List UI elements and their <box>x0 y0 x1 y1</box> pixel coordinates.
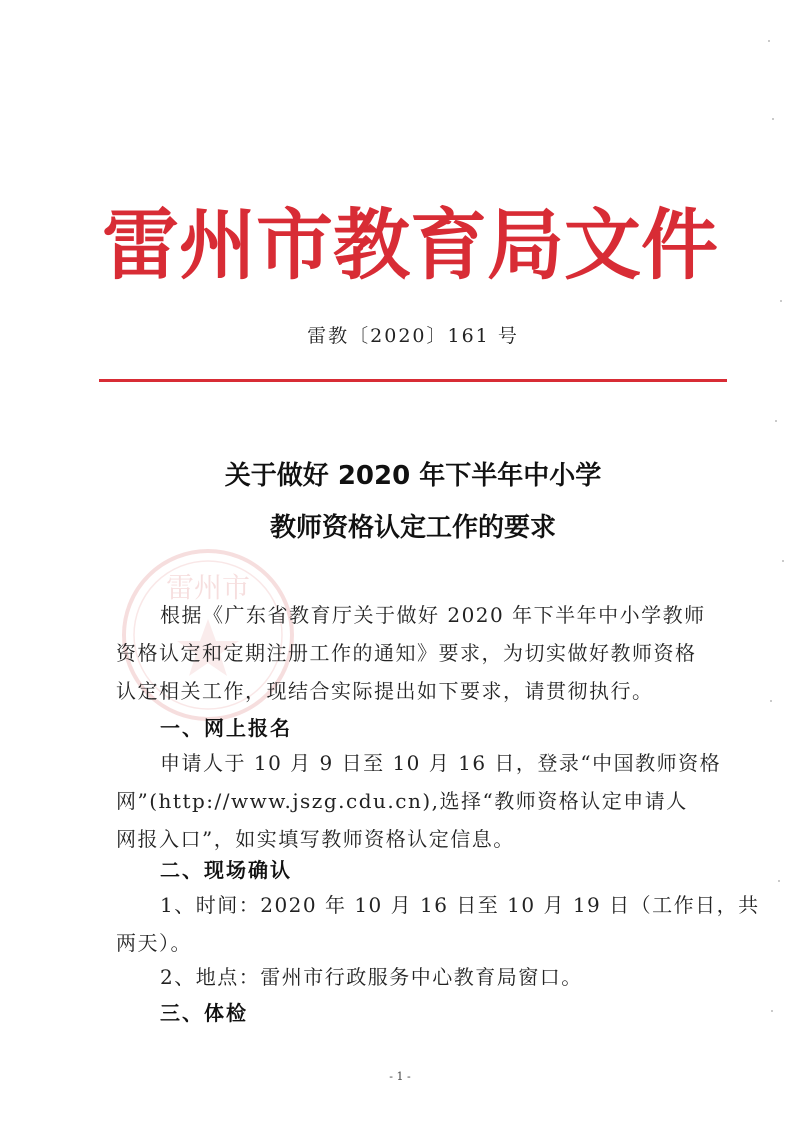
section-1-paragraph <box>116 744 722 858</box>
section-2-item-line: 2、地点：雷州市行政服务中心教育局窗口。 <box>160 965 583 989</box>
section-heading-online-registration: 一、网上报名 <box>160 716 292 740</box>
section-2-item-1 <box>116 886 760 962</box>
section-1-line: 网报入口”，如实填写教师资格认定信息。 <box>116 827 515 851</box>
intro-line: 资格认定和定期注册工作的通知》要求，为切实做好教师资格 <box>116 641 697 665</box>
scan-speck <box>782 560 784 562</box>
scan-speck <box>775 420 777 422</box>
intro-line: 认定相关工作，现结合实际提出如下要求，请贯彻执行。 <box>116 679 654 703</box>
section-1-line: 申请人于 10 月 9 日至 10 月 16 日，登录“中国教师资格 <box>160 751 722 775</box>
scan-speck <box>772 118 774 120</box>
section-2-item-2 <box>116 958 708 996</box>
scan-speck <box>778 880 780 882</box>
scan-speck <box>768 40 770 42</box>
section-2-item-line: 1、时间：2020 年 10 月 16 日至 10 月 19 日（工作日，共 <box>160 893 760 917</box>
seal-text: 雷州市 <box>165 571 251 604</box>
document-number: 雷教〔2020〕161 号 <box>307 325 519 347</box>
document-title-line-2: 教师资格认定工作的要求 <box>269 513 556 543</box>
section-heading-physical-exam: 三、体检 <box>160 1001 248 1025</box>
section-2-item-line: 两天）。 <box>116 931 192 955</box>
intro-paragraph <box>116 596 708 710</box>
section-1-line: 网”(http://www.jszg.cdu.cn),选择“教师资格认定申请人 <box>116 789 688 813</box>
issuer-header-title: 雷州市教育局文件 <box>102 201 718 291</box>
scan-speck <box>771 1010 773 1012</box>
scan-speck <box>780 300 782 302</box>
intro-line: 根据《广东省教育厅关于做好 2020 年下半年中小学教师 <box>160 603 706 627</box>
section-heading-onsite-confirmation: 二、现场确认 <box>160 858 292 882</box>
scan-speck <box>770 700 772 702</box>
red-divider-line <box>99 379 727 382</box>
page-number: - 1 - <box>389 1070 411 1083</box>
document-title-line-1: 关于做好 2020 年下半年中小学 <box>224 461 602 491</box>
